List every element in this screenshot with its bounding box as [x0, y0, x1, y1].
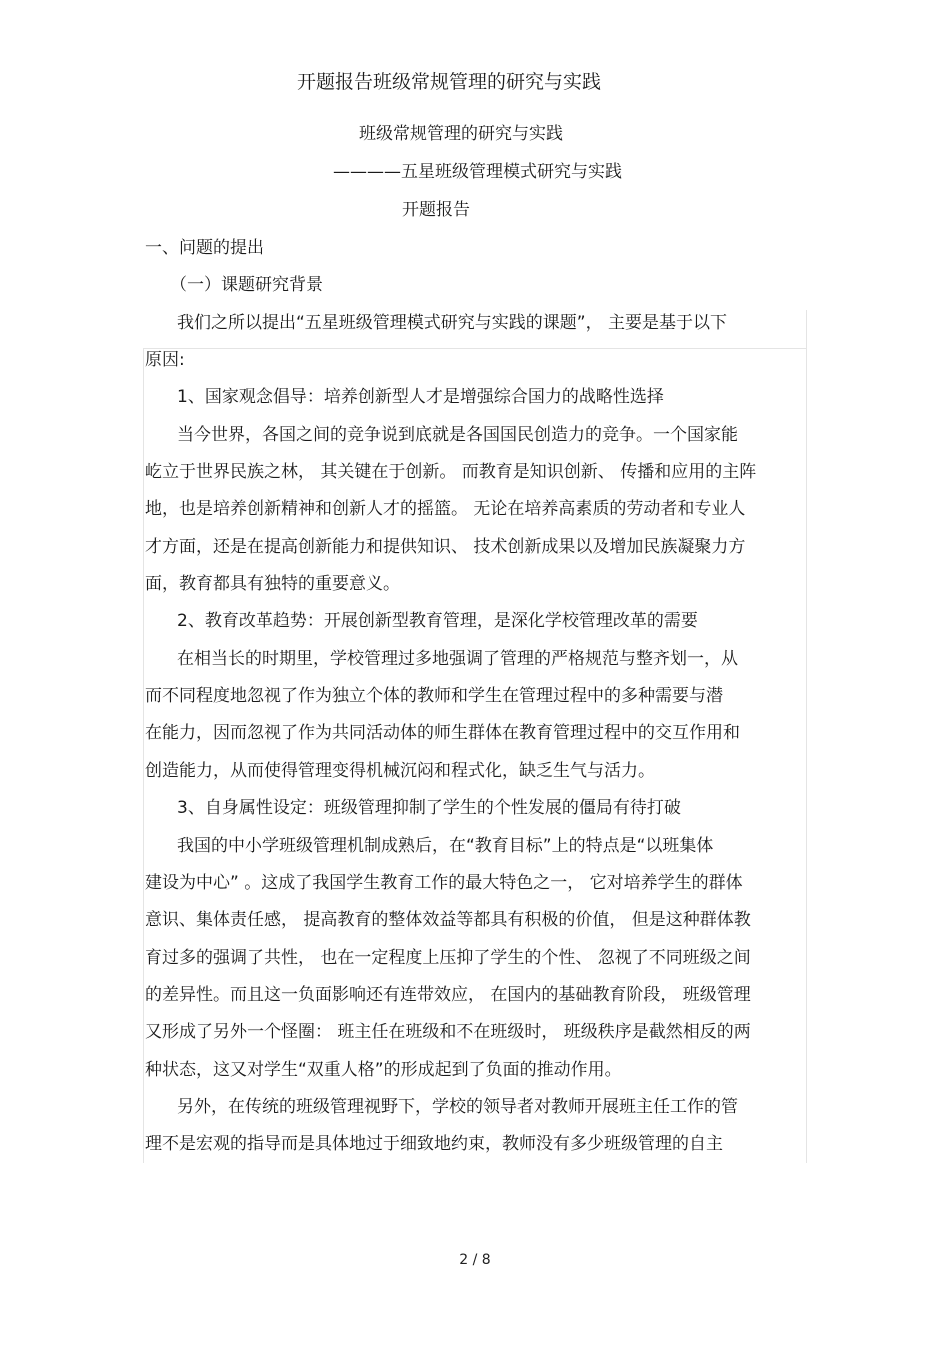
body-line: 意识、集体责任感， 提高教育的整体效益等都具有积极的价值， 但是这种群体教 — [145, 910, 751, 930]
body-line: 我国的中小学班级管理机制成熟后，在“教育目标”上的特点是“以班集体 — [177, 836, 714, 856]
body-line: 创造能力，从而使得管理变得机械沉闷和程式化，缺乏生气与活力。 — [145, 761, 655, 781]
body-line: 育过多的强调了共性， 也在一定程度上压抑了学生的个性、 忽视了不同班级之间 — [145, 948, 751, 968]
body-line: 我们之所以提出“五星班级管理模式研究与实践的课题”， 主要是基于以下 — [177, 313, 728, 333]
body-line: 种状态，这又对学生“双重人格”的形成起到了负面的推动作用。 — [145, 1060, 622, 1080]
numbered-heading: 3、自身属性设定：班级管理抑制了学生的个性发展的僵局有待打破 — [177, 798, 681, 818]
body-line: 的差异性。而且这一负面影响还有连带效应， 在国内的基础教育阶段， 班级管理 — [145, 985, 751, 1005]
document-title: 开题报告班级常规管理的研究与实践 — [297, 71, 602, 93]
subtitle-report: 开题报告 — [402, 200, 470, 220]
frame-border-right — [806, 310, 807, 1163]
body-line: 在能力，因而忽视了作为共同活动体的师生群体在教育管理过程中的交互作用和 — [145, 723, 740, 743]
section-heading: 一、问题的提出 — [145, 238, 264, 258]
subsection-heading: （一）课题研究背景 — [170, 275, 323, 295]
body-line: 而不同程度地忽视了作为独立个体的教师和学生在管理过程中的多种需要与潜 — [145, 686, 723, 706]
body-line: 理不是宏观的指导而是具体地过于细致地约束，教师没有多少班级管理的自主 — [145, 1134, 723, 1154]
subtitle-secondary: ————五星班级管理模式研究与实践 — [333, 162, 622, 182]
subtitle-main: 班级常规管理的研究与实践 — [359, 124, 563, 144]
body-line: 另外，在传统的班级管理视野下，学校的领导者对教师开展班主任工作的管 — [177, 1097, 738, 1117]
body-line: 面，教育都具有独特的重要意义。 — [145, 574, 400, 594]
body-line: 建设为中心” 。这成了我国学生教育工作的最大特色之一， 它对培养学生的群体 — [145, 873, 743, 893]
numbered-heading: 2、教育改革趋势：开展创新型教育管理，是深化学校管理改革的需要 — [177, 611, 698, 631]
frame-border-top — [143, 348, 807, 349]
body-line: 当今世界，各国之间的竞争说到底就是各国国民创造力的竞争。一个国家能 — [177, 425, 738, 445]
body-line: 在相当长的时期里，学校管理过多地强调了管理的严格规范与整齐划一，从 — [177, 649, 738, 669]
numbered-heading: 1、国家观念倡导：培养创新型人才是增强综合国力的战略性选择 — [177, 387, 664, 407]
body-line: 屹立于世界民族之林， 其关键在于创新。 而教育是知识创新、 传播和应用的主阵 — [145, 462, 757, 482]
body-line: 又形成了另外一个怪圈： 班主任在班级和不在班级时， 班级秩序是截然相反的两 — [145, 1022, 751, 1042]
page-indicator: 2 / 8 — [459, 1252, 491, 1268]
frame-border-left — [143, 348, 144, 1163]
body-line: 地，也是培养创新精神和创新人才的摇篮。 无论在培养高素质的劳动者和专业人 — [145, 499, 746, 519]
body-line: 才方面，还是在提高创新能力和提供知识、 技术创新成果以及增加民族凝聚力方 — [145, 537, 746, 557]
body-line: 原因: — [145, 350, 185, 370]
